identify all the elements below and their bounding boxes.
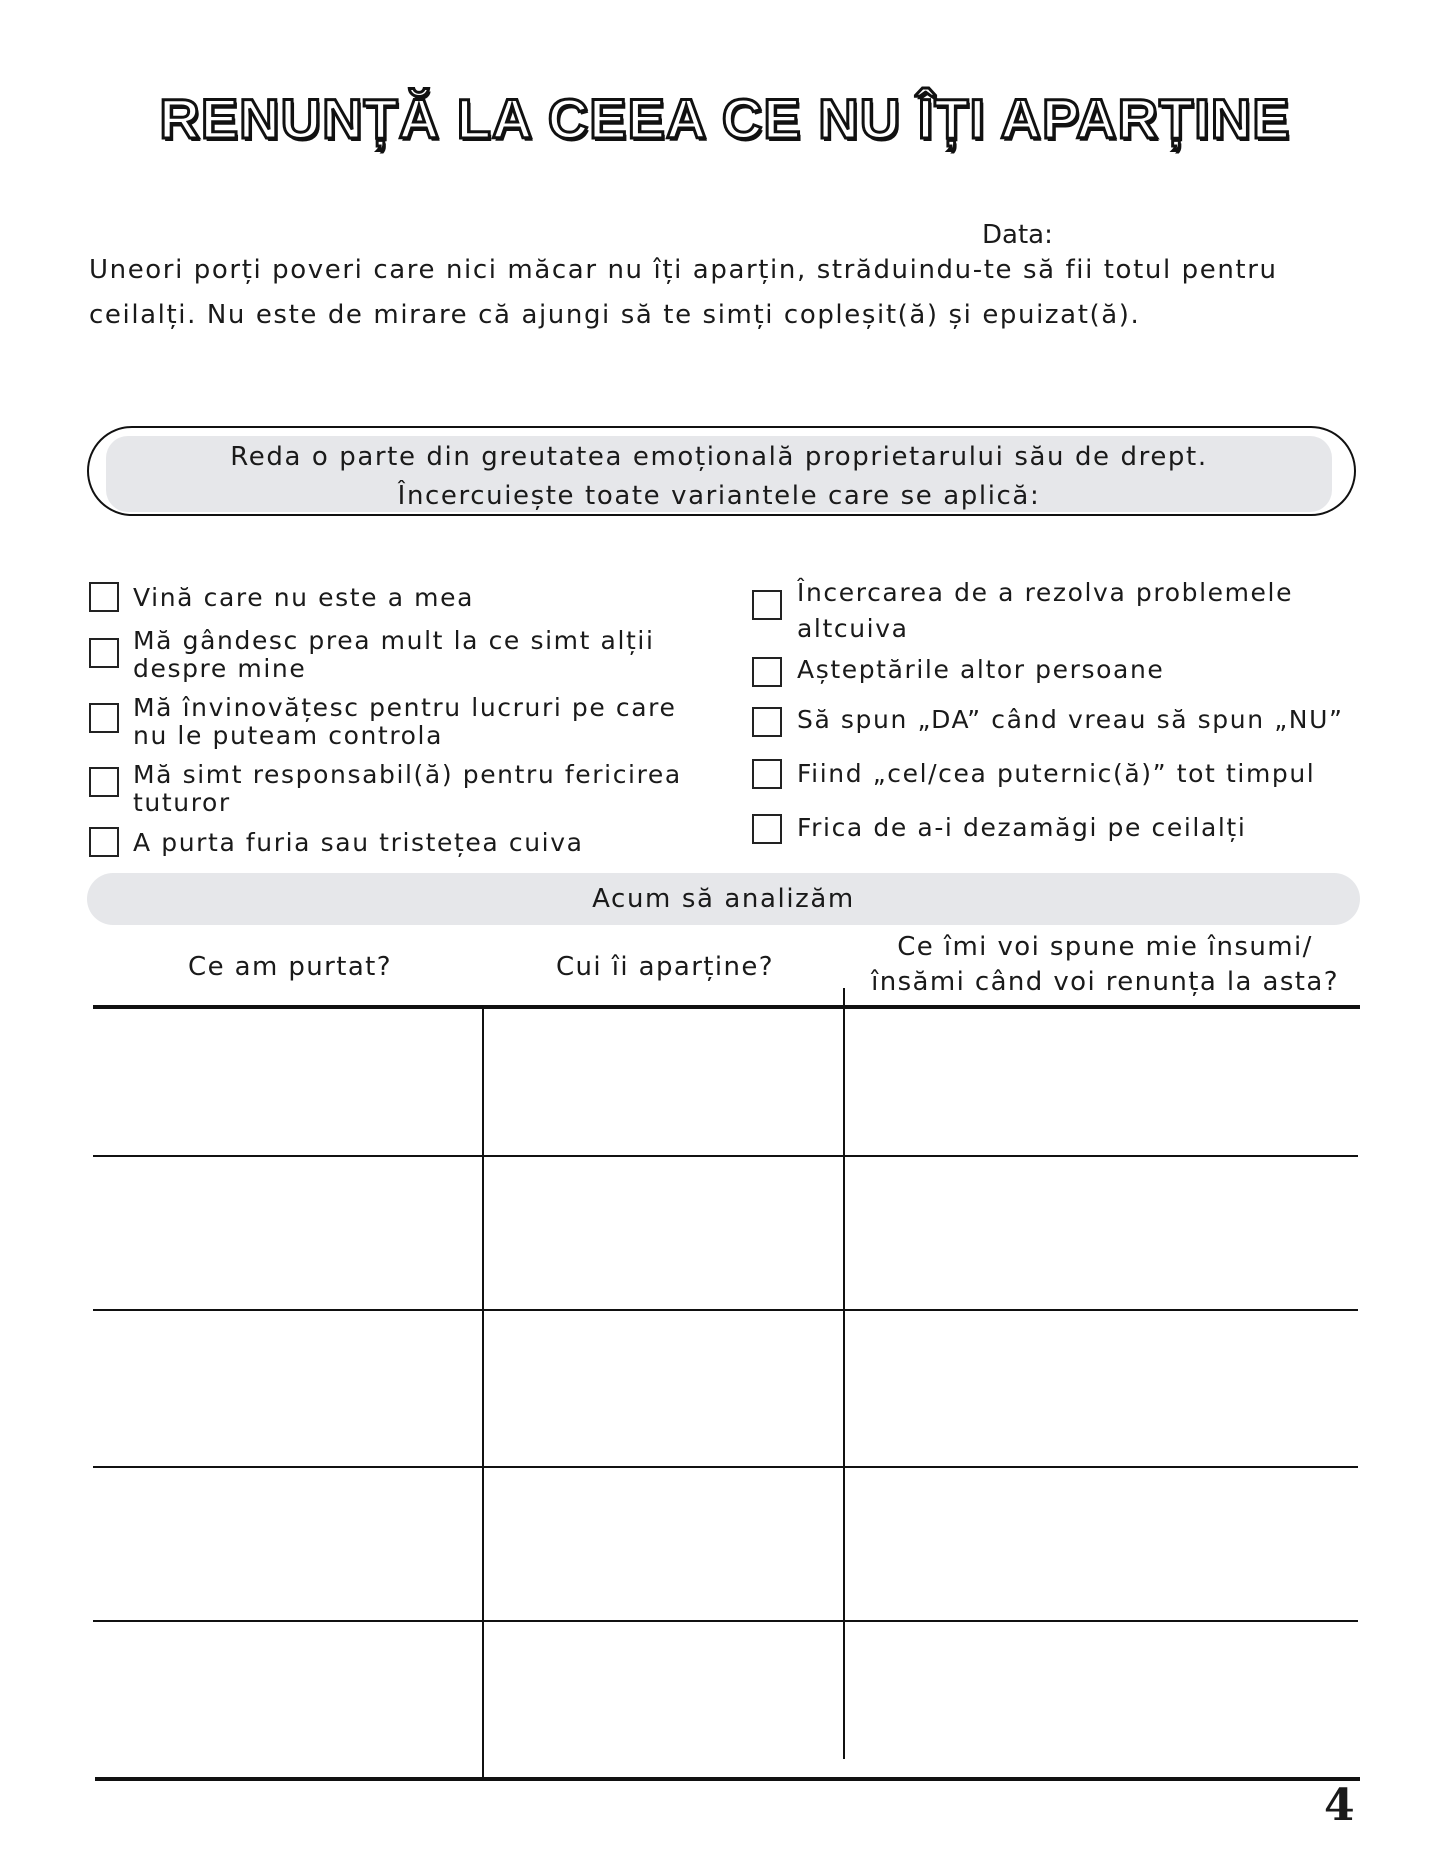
header-text-line-1: Ce îmi voi spune mie însumi/ (897, 932, 1313, 962)
page-number: 4 (1324, 1780, 1355, 1831)
checkbox[interactable] (752, 707, 782, 737)
table-top-rule (93, 1005, 1360, 1009)
checklist-label-line: Vină care nu este a mea (133, 583, 475, 612)
checklist-label-line: Mă învinovățesc pentru lucruri pe care (133, 693, 677, 722)
checkbox[interactable] (89, 582, 119, 612)
row-divider (93, 1155, 1358, 1157)
checklist-label-line: Să spun „DA” când vreau să spun „NU” (797, 705, 1344, 734)
header-text-line-2: însămi când voi renunța la asta? (871, 967, 1339, 997)
instruction-line-2: Încercuiește toate variantele care se aplică: (397, 481, 1041, 511)
column-divider-2 (843, 988, 845, 1759)
analysis-title: Acum să analizăm (87, 873, 1360, 925)
checkbox[interactable] (752, 590, 782, 620)
header-whose (520, 950, 810, 985)
checkbox[interactable] (752, 759, 782, 789)
checkbox[interactable] (752, 814, 782, 844)
checklist-label-line: altcuiva (797, 614, 909, 643)
checklist-label-line: Frica de a-i dezamăgi pe ceilalți (797, 813, 1247, 842)
checklist-label-line: Mă simt responsabil(ă) pentru fericirea (133, 760, 682, 789)
intro-line-2: ceilalți. Nu este de mirare că ajungi să te simți copleșit(ă) și epuizat(ă). (89, 300, 1141, 330)
instruction-line-1: Reda o parte din greutatea emoțională proprietarului său de drept. (230, 442, 1208, 472)
row-divider (93, 1466, 1358, 1468)
checklist-label-line: despre mine (133, 654, 307, 683)
checklist-label-line: nu le puteam controla (133, 721, 444, 750)
page-title: RENUNȚĂ LA CEEA CE NU ÎȚI APARȚINE (159, 87, 1291, 150)
checkbox[interactable] (752, 657, 782, 687)
checklist-label-line: tuturor (133, 788, 231, 817)
header-text: Cui îi aparține? (556, 952, 774, 982)
checklist-label-line: A purta furia sau tristețea cuiva (133, 828, 584, 857)
intro-line-1: Uneori porți poveri care nici măcar nu îți aparțin, străduindu-te să fii totul pentru (89, 255, 1278, 285)
date-label: Data: (982, 220, 1053, 250)
column-divider-1 (482, 1007, 484, 1777)
checklist-label-line: Fiind „cel/cea puternic(ă)” tot timpul (797, 759, 1316, 788)
table-bottom-rule (95, 1777, 1360, 1781)
checklist-label-line: Mă gândesc prea mult la ce simt alții (133, 626, 655, 655)
header-text: Ce am purtat? (188, 952, 392, 982)
checkbox[interactable] (89, 827, 119, 857)
header-what-carried (150, 950, 430, 985)
checkbox[interactable] (89, 638, 119, 668)
checklist-label-line: Încercarea de a rezolva problemele (797, 578, 1294, 607)
header-what-say (850, 930, 1360, 1000)
checkbox[interactable] (89, 767, 119, 797)
checklist-label-line: Așteptările altor persoane (797, 655, 1165, 684)
checkbox[interactable] (89, 703, 119, 733)
row-divider (93, 1309, 1358, 1311)
row-divider (93, 1620, 1358, 1622)
